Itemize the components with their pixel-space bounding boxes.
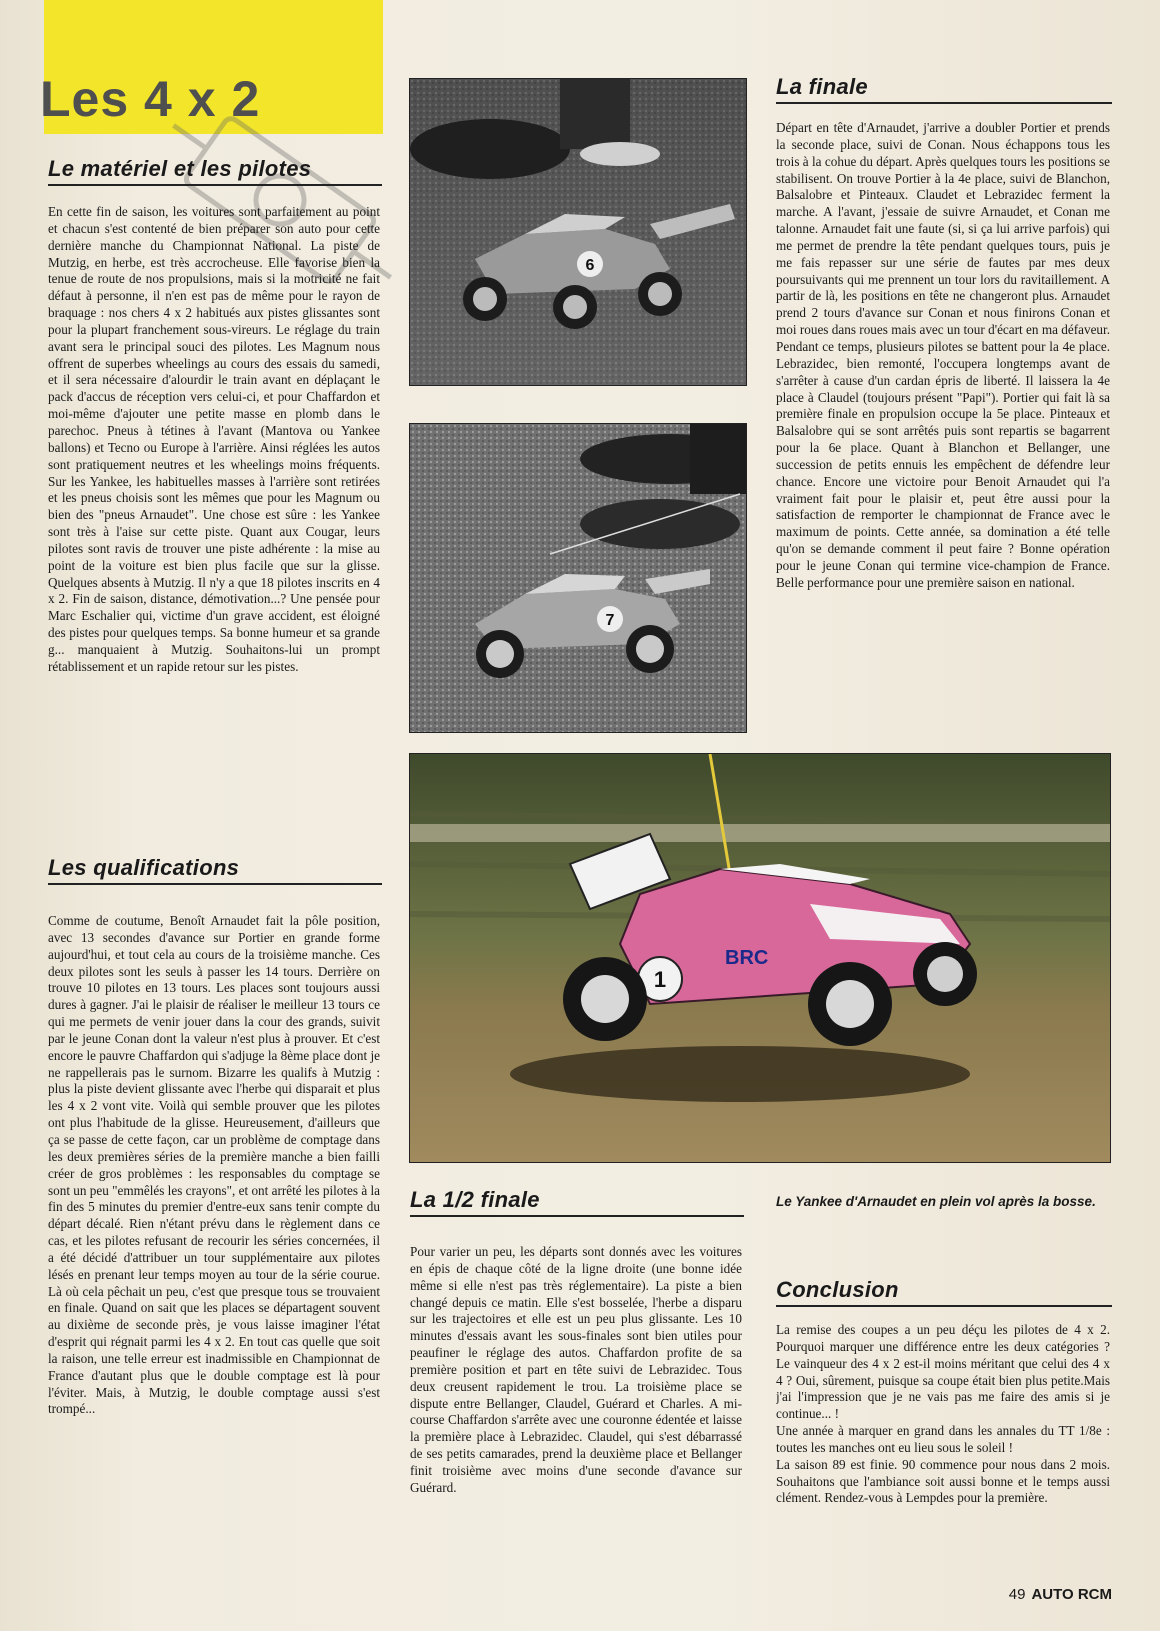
photo-caption: Le Yankee d'Arnaudet en plein vol après la bosse.: [776, 1194, 1096, 1209]
page-title: Les 4 x 2: [40, 71, 261, 127]
conclusion-paragraph-1: La remise des coupes a un peu déçu les pilotes de 4 x 2. Pourquoi marquer une différence entre les deux catégories ? Le vainqueur des 4 x 2 est-il moins méritant que celui des 4 x 4 ? Oui, sûrement, puisque sa coupe était bien plus petite.Mais j'ai l'impression que je ne vais pas me faire des amis si je continue... !: [776, 1322, 1110, 1422]
heading-finale: La finale: [776, 74, 1112, 104]
photo-car-6: [409, 78, 747, 386]
car-brand-decal: BRC: [725, 947, 769, 969]
text-finale: Départ en tête d'Arnaudet, j'arrive a doubler Portier et prends la seconde place, suivi de Conan. Nous échappons tous les trois à la cohue du départ. Après quelques tours les positions se stabilisent. On trouve Portier à la 4e place, suivi de Blanchon, Balsalobre et Pinteaux. Claudet et Lebrazidec ferment la marche. A l'avant, j'essaie de suivre Arnaudet, et Conan me talonne. Arnaudet fait une faute (si, si ça lui arrive parfois) qui me permet de prendre la tête pendant quelques tours, puis je me fais repasser sur une série de fautes par mes deux poursuivants qui me prennent un tour lors du ravitaillement. A partir de là, les positions en tête ne changeront plus. Arnaudet prend 2 tours d'avance sur Conan et nous finirons Conan et moi roues dans roues mais avec un tour d'écart en ma défaveur. Pendant ce temps, plusieurs pilotes se battent pour la 4e place. Lebrazidec, bien remonté, l'occupera longtemps avant de s'arrêter à cause d'un cardan épris de liberté. Il laissera la 4e place à Claudel (toujours présent "Papi"). Portier qui fait là sa première finale en propulsion occupe la 5e place. Pinteaux et Balsalobre qui se sont arrêtés puis sont repartis se bagarrent pour la 6e place. Quant à Blanchon et Bellanger, une succession de petits ennuis les empêchent de défendre leur chance. Encore une victoire pour Benoit Arnaudet qui l'a vraiment fait pour le plaisir et, peut être aussi pour la satisfaction de remporter le championnat de France avec le maximum de points. Cette année, sa domination a été telle qu'on se demande comment il peut faire ? Bonne opération pour le jeune Conan qui termine vice-champion de France. Belle performance pour une première saison en national.: [776, 120, 1110, 590]
car-number-7: 7: [605, 612, 615, 629]
photo-car-1-jump: [409, 753, 1111, 1163]
page-number: 49: [1008, 1586, 1026, 1603]
text-materiel: En cette fin de saison, les voitures sont parfaitement au point et chacun s'est contenté de bien préparer son auto pour cette dernière manche du Championnat National. La piste de Mutzig, en herbe, est très accrocheuse. Elle favorise bien la tenue de route de nos propulsions, mais si la motricité ne fait défaut à personne, il n'en est pas de même pour le rayon de braquage : nos chers 4 x 2 habitués aux pistes glissantes sont pour la plupart franchement sous-vireurs. Le réglage du train avant sera le principal souci des pilotes. Les Magnum nous offrent de superbes wheelings au cours des essais du samedi, et il sera nécessaire d'alourdir le train avant en déplaçant le pack d'accus de réception vers celui-ci, et pour Chaffardon et moi-même d'ajouter une petite masse en plomb dans le parechoc. Pneus à tétines à l'avant (Mantova ou Yankee ballons) et Tecno ou Europe à l'arrière. Ainsi réglées les autos sont pratiquement neutres et les wheelings moins fréquents. Sur les Yankee, les habituelles masses à l'arrière sont retirées et les pneus choisis sont les mêmes que pour les Magnum ou bien des "pneus Arnaudet". Une chose est sûre : les Yankee sont très à l'aise sur cette piste. Quant aux Cougar, leurs pilotes sont ravis de trouver une piste adhérente : la mise au point de la voiture est bien plus facile que sur la glisse. Quelques absents à Mutzig. Il n'y a que 18 pilotes inscrits en 4 x 2. Fin de saison, distance, démotivation...? Une pensée pour Marc Eschalier qui, victime d'un grave accident, est éloigné des pistes pour quelques temps. Sa bonne humeur et sa grande g... manquaient à Mutzig. Souhaitons-lui un prompt rétablissement et un rapide retour sur les pistes.: [48, 204, 380, 674]
heading-materiel: Le matériel et les pilotes: [48, 156, 382, 186]
heading-qualifications: Les qualifications: [48, 855, 382, 885]
conclusion-paragraph-2: Une année à marquer en grand dans les annales du TT 1/8e : toutes les manches ont eu lieu sous le soleil !: [776, 1423, 1110, 1455]
text-qualifications: Comme de coutume, Benoît Arnaudet fait la pôle position, avec 13 secondes d'avance sur Portier en grande forme aujourd'hui, et tout cela au cours de la troisième manche. Ces deux pilotes sont les seuls à passer les 14 tours. Derrière on trouve 10 pilotes en 13 tours. Les places sont toujours aussi dures à gagner. J'ai le plaisir de réaliser le meilleur 13 tours ce qui me permets de venir jouer dans la cour des grands, suivit par le jeune Conan dont la valeur n'est plus à prouver. Et c'est encore le pauvre Chaffardon qui s'adjuge la 8ème place dont je ne rappellerais pas le surnom. Bizarre les qualifs à Mutzig : plus la piste devient glissante avec l'herbe qui disparait et plus les 4 x 2 vont vite. Voilà qui semble prouver que les pilotes ont plus l'habitude de la glisse. Heureusement, d'ailleurs que ça se passe de cette façon, car un problème de comptage dans les deux premières séries de la première manche a bien failli créer de gros problèmes : les responsables du comptage se sont un peu "emmêlés les crayons", et ont arrêté les pilotes à la fin des 5 minutes du premier d'entre-eux sans tenir compte du départ décalé. Rien n'étant prévu dans le règlement dans ce cas, et les pilotes refusant de recourir les séries concernées, il a été décidé d'attribuer un tour supplémentaire aux pilotes lésés en prenant leur temps moyen au tour de la série courue. Là où cela pêchait un peu, c'est que presque tous se trouvaient en finale. Quand on sait que les places se départagent souvent au dixième de seconde près, je vous laisse imaginer l'état d'esprit qui régnait parmi les 4 x 2. En tout cas quelle que soit la raison, une telle erreur est inadmissible en Championnat de France d'autant plus que le double comptage est là pour l'éviter. Mais, à Mutzig, le double comptage aussi s'est trompé...: [48, 913, 380, 1417]
page-folio: [1009, 1586, 1112, 1603]
heading-demi-finale: La 1/2 finale: [410, 1187, 744, 1217]
car-number-6: 6: [585, 257, 595, 274]
text-conclusion: [776, 1322, 1110, 1584]
photo-car-7: [409, 423, 747, 733]
text-demi-finale: Pour varier un peu, les départs sont donnés avec les voitures en épis de chaque côté de la ligne droite (une bonne idée même si elle n'est pas très réglementaire). La piste a bien changé depuis ce matin. Elle s'est bosselée, l'herbe a disparu sur les trajectoires et elle est un peu plus glissante. Les 10 minutes d'essais avant les sous-finales sont bien utiles pour peaufiner le réglage des autos. Chaffardon profite de sa première position et part en tête suivi de Lebrazidec. Tous deux creusent rapidement le trou. La troisième place se dispute entre Bellanger, Claudel, Guérard et Charles. A mi-course Chaffardon s'arrête avec une couronne édentée et laisse la première place à Lebrazidec. Claudel, qui s'est débarrassé de ses petits camarades, prend la deuxième place et Bellanger finit troisième avec moins d'une seconde d'avance sur Guérard.: [410, 1244, 742, 1495]
conclusion-paragraph-3: La saison 89 est finie. 90 commence pour nous dans 2 mois. Souhaitons que l'ambiance soit aussi bonne et le temps aussi clément. Rendez-vous à Lempdes pour la première.: [776, 1456, 1110, 1506]
car-number-1: 1: [653, 967, 667, 992]
magazine-brand: AUTO RCM: [1031, 1586, 1112, 1603]
heading-conclusion: Conclusion: [776, 1277, 1112, 1307]
